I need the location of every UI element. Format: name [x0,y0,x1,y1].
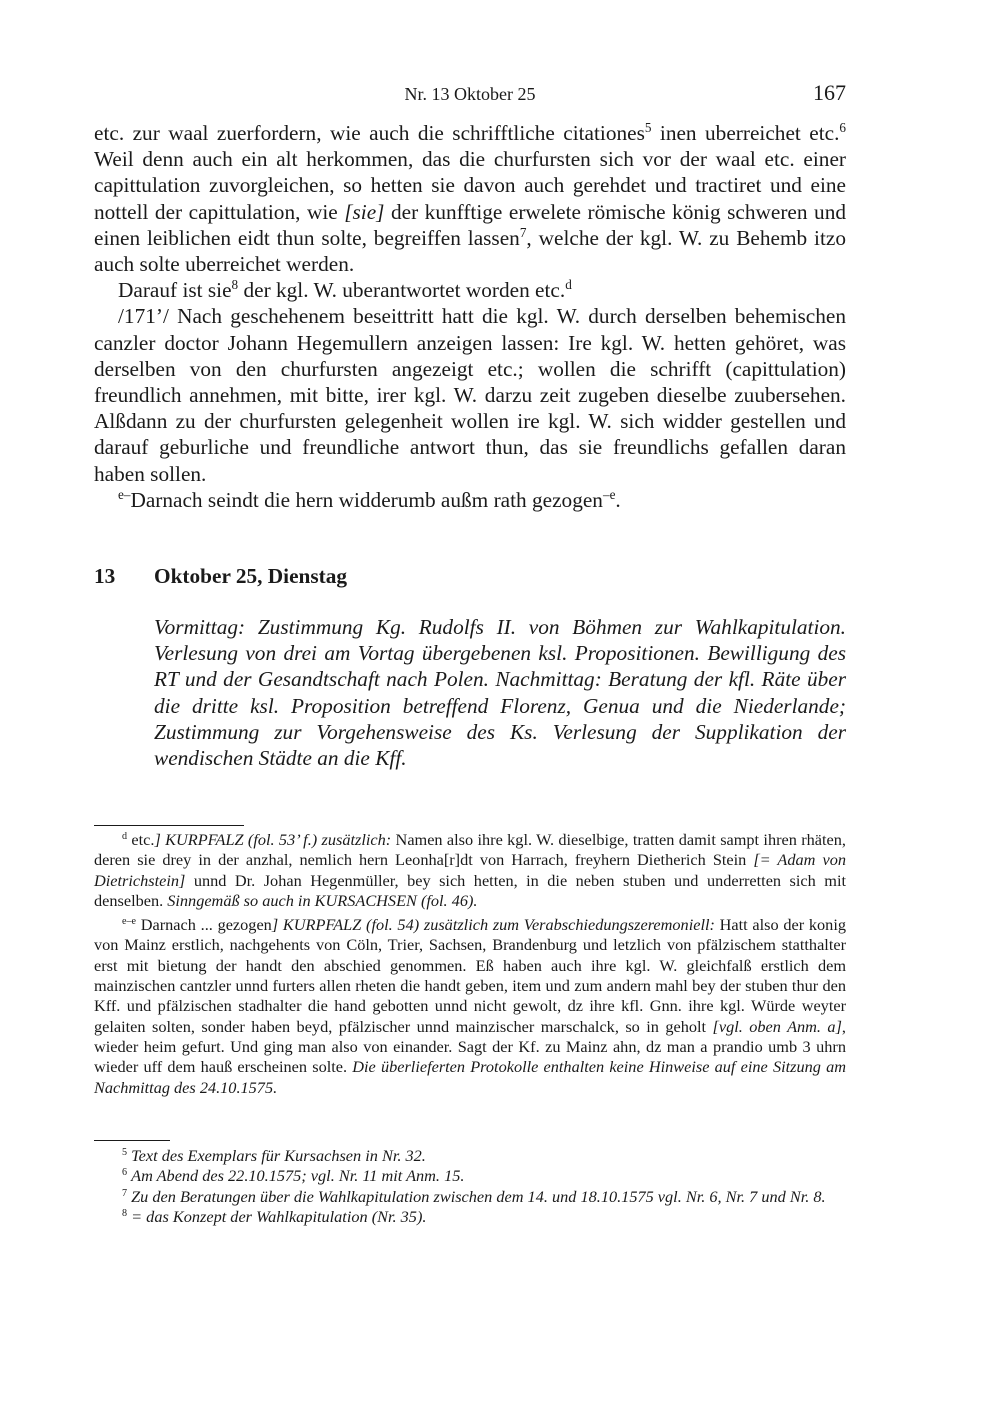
commentary-notes [94,1146,846,1227]
text-critical-notes [94,830,846,1098]
footnote-ref-6: 6 [839,120,846,136]
note-text: Text des Exemplars für Kursachsen in Nr. 32. [131,1146,426,1165]
note-lemma: Darnach ... gezogen [136,915,272,935]
note-source: ] KURPFALZ (fol. 54) zusätzlich zum Verabschiedungszeremoniell: [271,915,715,935]
note-marker: 5 [122,1146,128,1158]
paragraph-2 [94,277,846,303]
text-run: der kgl. W. uberantwortet worden etc. [238,278,566,303]
main-text [94,120,846,513]
footnote-ref-8: 8 [231,277,239,293]
text-run: , welche der kgl. W. zu Behemb itzo auch solte uberreichet werden. [94,225,846,277]
section-date: Oktober 25, Dienstag [154,564,348,588]
note-editorial: Die überlieferten Protokolle enthalten keine Hinweise auf eine Sitzung am Nachmittag des 24.10.1575. [94,1057,846,1097]
note-editorial: [= Adam von Dietrichstein] [94,850,846,890]
note-text: Zu den Beratungen über die Wahlkapitulation zwischen dem 14. und 18.10.1575 vgl. Nr. 6, Nr. 7 und Nr. 8. [131,1186,826,1206]
note-text: = das Konzept der Wahlkapitulation (Nr. 35). [131,1206,427,1226]
note-marker: 6 [122,1167,128,1179]
footnote-ref-5: 5 [644,120,652,136]
note-text: unnd Dr. Johan Hegenmüller, bey sich hetten, in die neben stuben und underretten sich mit denselben. [94,870,846,910]
text-run: . [615,487,621,512]
note-8 [94,1207,846,1227]
section-number: 13 [94,564,116,588]
note-marker: 7 [122,1187,128,1199]
note-text: Namen also ihre kgl. W. dieselbige, tratten damit sampt ihren rhäten, deren sie drey in der anzhal, nemlich hern Leonha[r]dt von Harrach, freyhern Dietherich Stein [94,830,846,870]
editorial-sic: [sie] [344,199,385,224]
paragraph-3: /171’/ Nach geschehenem beseittritt hatt die kgl. W. durch derselben behemischen canzler doctor Johann Hegemullern anzeigen lassen: Ire kgl. W. hetten gehöret, was derselben von den churfursten angezeigt etc.; wollen die schrifft (capittulation) freundlich annehmen, mit bitte, irer kgl. W. darzu zeit zugeben dieselbe zuubersehen. Alßdann zu der churfursten gelegenheit wollen ire kgl. W. sich widder gestellen und darauf geburliche und freundliche antwort thun, das sie freundlichs gefallen daran haben sollen. [94,304,846,486]
note-marker: d [122,830,128,842]
paragraph-4 [94,487,846,513]
paragraph-1 [94,120,846,277]
text-run: Weil denn auch ein alt herkommen, das die churfursten sich vor der waal etc. einer capittulation zuvorgleichen, so hetten sie davon auch gerehdet und tractiret und eine nottell der capittulation, wie [94,147,846,224]
footnote-ref-d: d [565,277,572,293]
note-text: Hatt also der konig von Mainz erstlich, nachgehents von Cöln, Trier, Sachsen, Brandenburg und letzlich von pfälzischem statthalter erst mit bietung der handt den abschied genommen. Eß haben auch ihre kgl. W. gleichfalß erstlich dem mainzischen cantzler unnd furters allen rheten die handt geben, item und zum andern mahl bey der stuben thur den Kff. und pfälzischen stadhalter die hand gebotten unnd nicht gewolt, dz ihre kfl. Gnn. ihre kgl. Würde weyter gelaiten solten, sonder haben beyd, pfälzischer unnd mainzischer marschalck, so in geholt [94,915,846,1036]
footnote-rule [94,1140,170,1141]
text-run: etc. zur waal zuerfordern, wie auch die schrifftliche citationes [94,121,645,145]
note-e [94,915,846,1098]
running-head [94,80,846,108]
running-title: Nr. 13 Oktober 25 [404,84,536,104]
note-marker: e–e [122,916,137,928]
note-text: Am Abend des 22.10.1575; vgl. Nr. 11 mit Anm. 15. [131,1166,465,1186]
text-run: der kunfftige erwelete römische könig schweren und einen leiblichen eidt thun solte, begreiffen lassen [94,199,846,250]
note-editorial: Sinngemäß so auch in KURSACHSEN (fol. 46). [167,890,478,910]
note-editorial: [vgl. oben Anm. a] [712,1016,842,1036]
note-lemma: etc. [131,830,155,849]
note-5 [94,1146,846,1166]
note-source: ] KURPFALZ (fol. 53’ f.) zusätzlich: [154,830,392,849]
footnote-ref-e-open: e– [118,486,131,502]
text-run: Darauf ist sie [118,278,232,303]
page-number: 167 [813,80,846,105]
text-run: Darnach seindt die hern widderumb außm rath gezogen [130,487,603,512]
text-run: inen uberreichet etc. [651,121,840,145]
footnote-ref-e-close: –e [602,486,616,502]
section-summary: Vormittag: Zustimmung Kg. Rudolfs II. von Böhmen zur Wahlkapitulation. Verlesung von drei am Vortag übergebenen ksl. Propositionen. Bewilligung des RT und der Gesandtschaft nach Polen. Nachmittag: Beratung der kfl. Räte über die dritte ksl. Proposition betreffend Florenz, Genua und die Niederlande; Zustimmung zur Vorgehensweise des Ks. Verlesung der Supplikation der wendischen Städte an die Kff. [154,615,846,771]
note-6 [94,1166,846,1186]
footnote-rule [94,825,244,826]
note-text: , wieder heim gefurt. Und ging man also von einander. Sagt der Kf. zu Mainz ahn, dz man a prandio umb 3 uhrn wieder uff dem hauß erscheinen solte. [94,1016,846,1077]
note-d [94,830,846,911]
note-7 [94,1187,846,1207]
note-marker: 8 [122,1207,128,1219]
footnote-ref-7: 7 [519,224,527,240]
